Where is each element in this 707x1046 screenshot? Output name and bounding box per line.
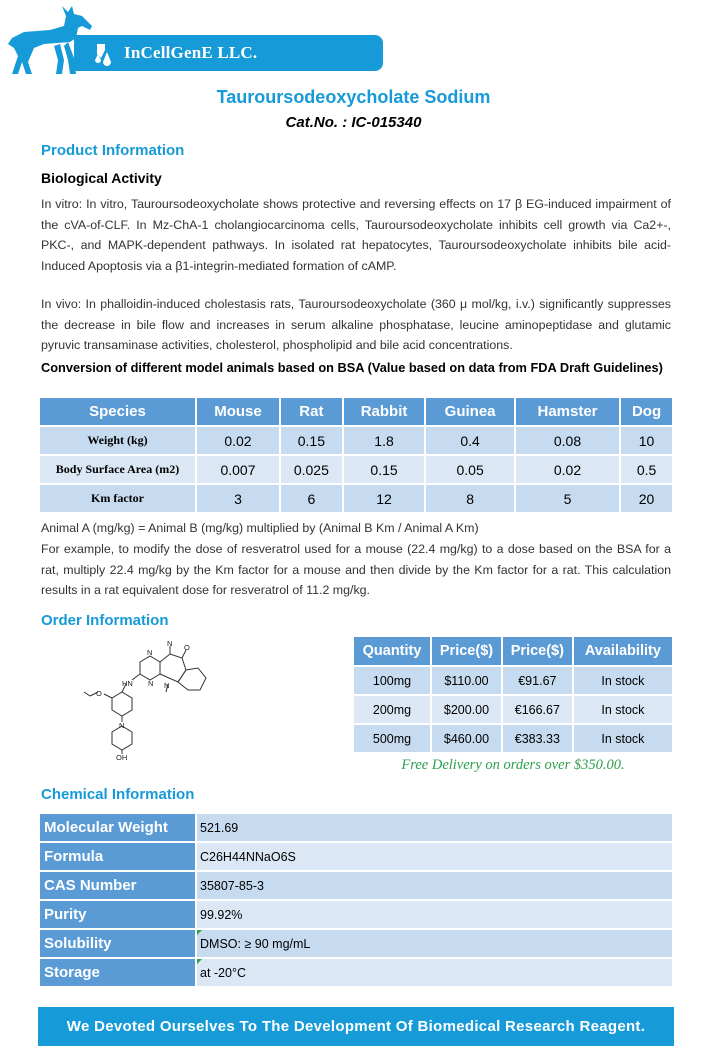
in-vitro-text: In vitro: In vitro, Tauroursodeoxycholate shows protective and reversing effects on 17 β EG-induced impairment of the cVA-of-CLF. In Mz-ChA-1 cholangiocarcinoma cells, Tauroursodeoxycholate inhibits cell growth via Ca2+-, PKC-, and MAPK-dependent pathways. In isolated rat hepatocytes, Tauroursodeoxycholate inhibits bile acid-Induced Apoptosis via a β1-integrin-mediated formation of cAMP.	[41, 197, 671, 273]
chem-key: CAS Number	[39, 871, 196, 900]
order-cell: $460.00	[431, 724, 502, 753]
conversion-formula: Animal A (mg/kg) = Animal B (mg/kg) multiplied by (Animal B Km / Animal A Km)	[41, 521, 479, 535]
order-cell: In stock	[573, 724, 673, 753]
bsa-header-row	[39, 397, 673, 426]
chem-key: Solubility	[39, 929, 196, 958]
bsa-conversion-table	[38, 396, 674, 514]
chem-key: Formula	[39, 842, 196, 871]
atom-label: O	[96, 689, 102, 698]
order-cell: €166.67	[502, 695, 573, 724]
chem-key: Storage	[39, 958, 196, 987]
table-cell: 1.8	[343, 426, 426, 455]
chem-key: Molecular Weight	[39, 813, 196, 842]
table-cell: 8	[425, 484, 515, 513]
chem-value: DMSO: ≥ 90 mg/mL	[200, 936, 311, 951]
comment-marker-icon	[197, 930, 202, 935]
row-label: Weight (kg)	[39, 426, 196, 455]
chem-row	[39, 842, 673, 871]
table-cell: 0.15	[280, 426, 343, 455]
atom-label: N	[119, 721, 125, 730]
order-header-cell: Availability	[573, 636, 673, 666]
order-cell: €91.67	[502, 666, 573, 695]
order-header-cell: Price($)	[431, 636, 502, 666]
atom-label: HN	[122, 679, 133, 688]
order-cell: $200.00	[431, 695, 502, 724]
conversion-example: For example, to modify the dose of resveratrol used for a mouse (22.4 mg/kg) to a dose based on the BSA for a rat, multiply 22.4 mg/kg by the Km factor for a mouse and then divide by the Km factor for a rat. This calculation results in a rat equivalent dose for resveratrol of 11.2 mg/kg.	[41, 542, 671, 597]
droplet-logo-icon	[93, 40, 115, 66]
chem-value: at -20°C	[200, 965, 246, 980]
table-cell: 0.025	[280, 455, 343, 484]
atom-label: N	[164, 681, 170, 690]
row-label: Km factor	[39, 484, 196, 513]
order-row	[353, 666, 673, 695]
table-cell: 0.5	[620, 455, 673, 484]
table-cell: 0.007	[196, 455, 280, 484]
table-row	[39, 484, 673, 513]
table-cell: 10	[620, 426, 673, 455]
order-cell: In stock	[573, 695, 673, 724]
atom-label: N	[167, 640, 173, 648]
conversion-title: Conversion of different model animals based on BSA (Value based on data from FDA Draft Guidelines)	[41, 360, 663, 375]
order-cell: 200mg	[353, 695, 431, 724]
chemical-structure-icon	[78, 640, 228, 760]
chem-row	[39, 929, 673, 958]
chemical-info-table	[38, 812, 674, 988]
atom-label: OH	[116, 753, 128, 760]
section-product-information: Product Information	[41, 142, 185, 159]
chem-key: Purity	[39, 900, 196, 929]
chem-value-cell	[196, 929, 673, 958]
table-cell: 6	[280, 484, 343, 513]
table-row	[39, 455, 673, 484]
chem-value: 521.69	[196, 813, 673, 842]
chem-value: 99.92%	[196, 900, 673, 929]
in-vivo-text: In vivo: In phalloidin-induced cholestasis rats, Tauroursodeoxycholate (360 μ mol/kg, i.v.) significantly suppresses the decrease in bile flow and increases in serum alkaline phosphatase, leucine aminopeptidase and glutamic pyruvic transaminase activities, cholesterol, phospholipid and bile acid concentrations.	[41, 297, 671, 352]
table-cell: 20	[620, 484, 673, 513]
section-biological-activity: Biological Activity	[41, 170, 162, 186]
order-row	[353, 695, 673, 724]
order-table	[352, 635, 674, 754]
section-order-information: Order Information	[41, 612, 169, 629]
chem-row	[39, 900, 673, 929]
bsa-header-cell: Species	[39, 397, 196, 426]
chem-row	[39, 958, 673, 987]
order-cell: 100mg	[353, 666, 431, 695]
catalog-number: Cat.No. : IC-015340	[285, 114, 422, 131]
bsa-header-cell: Mouse	[196, 397, 280, 426]
bsa-header-cell: Hamster	[515, 397, 620, 426]
header	[0, 0, 707, 80]
order-header-row	[353, 636, 673, 666]
atom-label: O	[184, 643, 190, 652]
table-cell: 3	[196, 484, 280, 513]
row-label: Body Surface Area (m2)	[39, 455, 196, 484]
footer-banner: We Devoted Ourselves To The Development Of Biomedical Research Reagent.	[38, 1007, 674, 1046]
bsa-header-cell: Dog	[620, 397, 673, 426]
chem-row	[39, 871, 673, 900]
order-cell: €383.33	[502, 724, 573, 753]
bsa-header-cell: Rabbit	[343, 397, 426, 426]
atom-label: N	[148, 679, 154, 688]
atom-label: N	[147, 648, 153, 657]
order-header-cell: Price($)	[502, 636, 573, 666]
table-cell: 0.08	[515, 426, 620, 455]
table-cell: 0.02	[196, 426, 280, 455]
table-cell: 0.05	[425, 455, 515, 484]
section-chemical-information: Chemical Information	[41, 786, 195, 803]
order-cell: In stock	[573, 666, 673, 695]
chem-value: C26H44NNaO6S	[196, 842, 673, 871]
table-cell: 0.15	[343, 455, 426, 484]
chem-row	[39, 813, 673, 842]
order-cell: $110.00	[431, 666, 502, 695]
brand-name: InCellGenE LLC.	[124, 43, 258, 62]
bsa-header-cell: Guinea	[425, 397, 515, 426]
order-row	[353, 724, 673, 753]
free-delivery-note: Free Delivery on orders over $350.00.	[401, 757, 625, 773]
order-cell: 500mg	[353, 724, 431, 753]
comment-marker-icon	[197, 959, 202, 964]
table-row	[39, 426, 673, 455]
bsa-header-cell: Rat	[280, 397, 343, 426]
product-title: Tauroursodeoxycholate Sodium	[216, 87, 491, 107]
table-cell: 12	[343, 484, 426, 513]
chem-value-cell	[196, 958, 673, 987]
table-cell: 5	[515, 484, 620, 513]
chem-value: 35807-85-3	[196, 871, 673, 900]
order-header-cell: Quantity	[353, 636, 431, 666]
table-cell: 0.02	[515, 455, 620, 484]
table-cell: 0.4	[425, 426, 515, 455]
